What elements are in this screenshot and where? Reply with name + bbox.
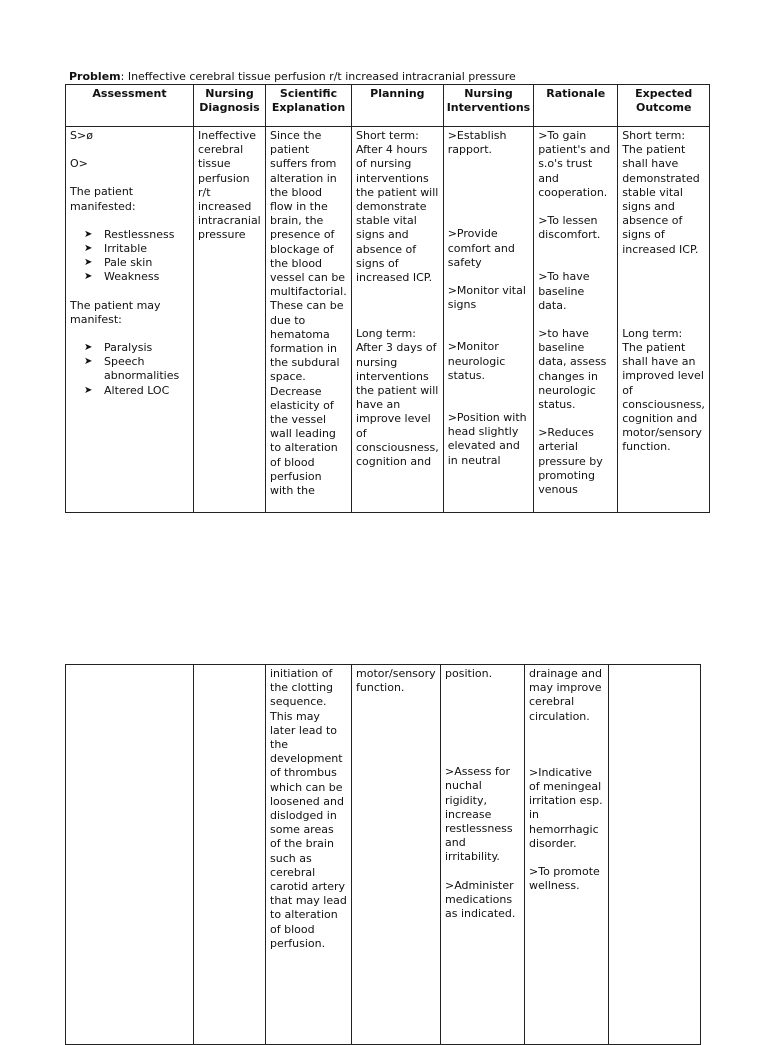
list-item: ➤ Weakness (84, 270, 160, 284)
problem-text: : Ineffective cerebral tissue perfusion r/t increased intracranial pressure (120, 70, 516, 83)
objective-data: O> (70, 157, 88, 171)
interventions-cell (443, 127, 533, 513)
arrow-bullet-icon: ➤ (84, 384, 93, 396)
arrow-bullet-icon: ➤ (84, 257, 93, 269)
header-scientific-explanation: Scientific Explanation (266, 85, 352, 127)
rationale-item: >To gain patient's and s.o's trust and cooperation. (538, 129, 611, 199)
subjective-data: S>ø (70, 129, 93, 142)
rationale-cell (525, 665, 609, 1045)
intervention-item: >Provide comfort and safety (447, 227, 515, 269)
outcome-cell (609, 665, 701, 1045)
manifested-list (84, 228, 189, 285)
header-nursing-interventions: Nursing Interventions (443, 85, 533, 127)
arrow-bullet-icon: ➤ (84, 342, 93, 354)
intervention-item: >Position with head slightly elevated and in neutral (447, 411, 527, 467)
intervention-item: >Monitor vital signs (447, 284, 526, 312)
diagnosis-cell (194, 665, 266, 1045)
rationale-item: >Indicative of meningeal irritation esp. in hemorrhagic disorder. (529, 765, 603, 850)
header-rationale: Rationale (534, 85, 618, 127)
list-item: ➤ Speech abnormalities (84, 355, 180, 383)
arrow-bullet-icon: ➤ (84, 271, 93, 283)
may-manifest-intro: The patient may manifest: (70, 298, 161, 326)
intervention-item: position. (445, 667, 493, 680)
table-row (66, 665, 701, 1045)
planning-text: motor/sensory function. (356, 667, 436, 695)
table-row (66, 127, 710, 513)
header-row (66, 85, 710, 127)
explanation-text: initiation of the clotting sequence. This may later lead to the development of thrombus which can be loosened and dislodged in some areas of the brain such as cerebral carotid artery that may lead to alteration of blood perfusion. (270, 667, 347, 950)
assessment-cell (66, 665, 194, 1045)
planning-long-term: Long term: After 3 days of nursing interventions the patient will have an improve level of consciousness, cognition and (356, 327, 439, 469)
explanation-cell (266, 127, 352, 513)
care-plan-table-page1 (65, 84, 710, 513)
problem-label: Problem (69, 70, 121, 83)
intervention-item: >Establish rapport. (447, 129, 507, 157)
rationale-item: drainage and may improve cerebral circulation. (529, 667, 602, 723)
rationale-item: >Reduces arterial pressure by promoting venous (538, 426, 603, 497)
list-item: ➤ Irritable (84, 242, 148, 256)
list-item: ➤ Altered LOC (84, 383, 170, 397)
care-plan-table-page2 (65, 664, 701, 1045)
diagnosis-text: Ineffective cerebral tissue perfusion r/t increased intracranial pressure (198, 129, 261, 242)
rationale-item: >To lessen discomfort. (538, 214, 601, 242)
explanation-cell (266, 665, 352, 1045)
intervention-item: >Assess for nuchal rigidity, increase restlessness and irritability. (445, 765, 513, 864)
rationale-cell (534, 127, 618, 513)
planning-cell (352, 665, 441, 1045)
list-item: ➤ Restlessness (84, 227, 175, 241)
header-assessment: Assessment (66, 85, 194, 127)
arrow-bullet-icon: ➤ (84, 243, 93, 255)
assessment-cell (66, 127, 194, 513)
planning-cell (352, 127, 444, 513)
header-nursing-diagnosis: Nursing Diagnosis (194, 85, 266, 127)
explanation-text: Since the patient suffers from alteration in the blood flow in the brain, the presence of blockage of the blood vessel can be multifactorial. These can be due to hematoma formation in the subdural space. Decrease elasticity of the vessel wall leading to alteration of blood perfusion with the (270, 129, 347, 498)
diagnosis-cell (194, 127, 266, 513)
rationale-item: >To have baseline data. (538, 270, 590, 312)
intervention-item: >Administer medications as indicated. (445, 878, 516, 921)
header-expected-outcome: Expected Outcome (618, 85, 710, 127)
arrow-bullet-icon: ➤ (84, 356, 93, 368)
intervention-item: >Monitor neurologic status. (447, 340, 506, 382)
interventions-cell (441, 665, 525, 1045)
manifested-intro: The patient manifested: (70, 185, 136, 213)
rationale-item: >To promote wellness. (529, 865, 600, 893)
outcome-long-term: Long term: The patient shall have an improved level of consciousness, cognition and motor/sensory function. (622, 326, 705, 454)
outcome-cell (618, 127, 710, 513)
header-planning: Planning (352, 85, 444, 127)
problem-statement (69, 70, 516, 83)
list-item: ➤ Paralysis (84, 341, 153, 355)
arrow-bullet-icon: ➤ (84, 228, 93, 240)
planning-short-term: Short term: After 4 hours of nursing interventions the patient will demonstrate stable vital signs and absence of signs of increased ICP. (356, 129, 439, 285)
may-manifest-list (84, 341, 189, 398)
list-item: ➤ Pale skin (84, 256, 153, 270)
outcome-short-term: Short term: The patient shall have demonstrated stable vital signs and absence of signs of increased ICP. (622, 129, 700, 256)
rationale-item: >to have baseline data, assess changes in neurologic status. (538, 327, 607, 412)
